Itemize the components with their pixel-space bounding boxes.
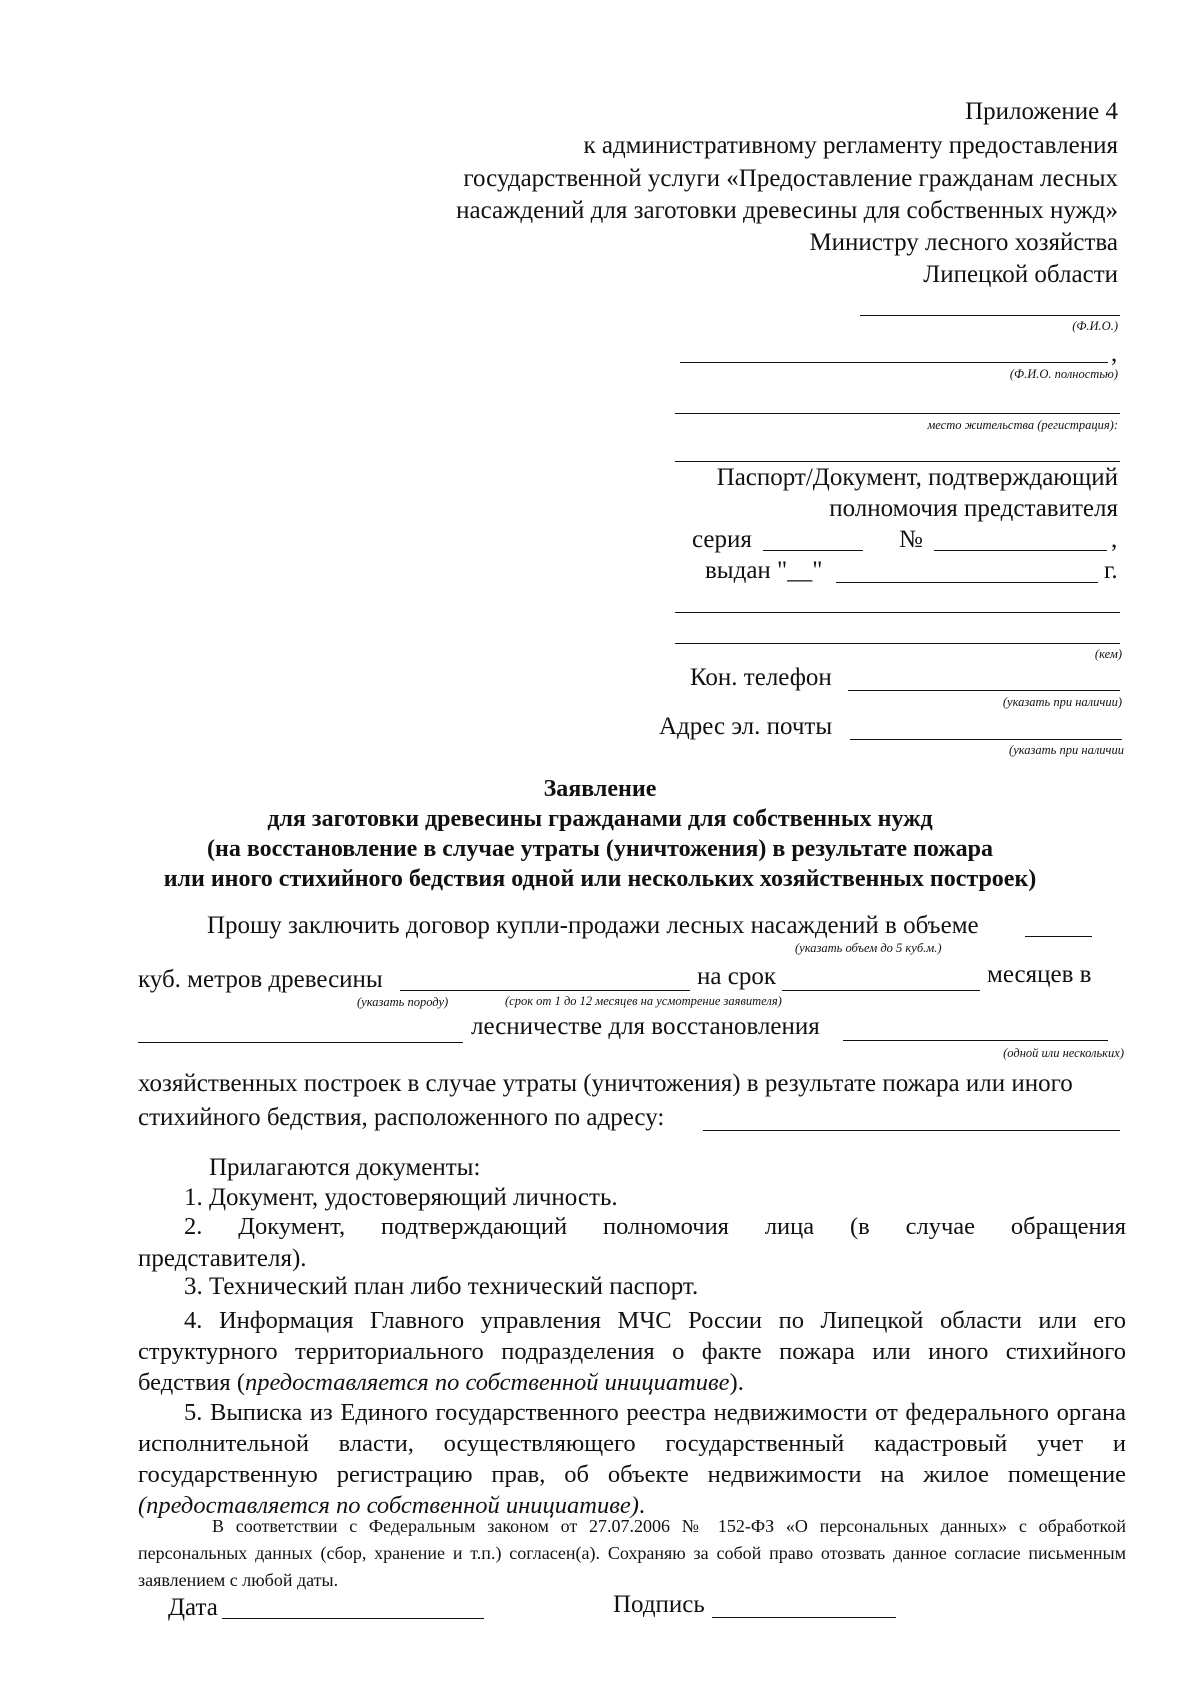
series-label: серия bbox=[692, 526, 752, 553]
email-field[interactable] bbox=[850, 739, 1122, 740]
fio-comma: , bbox=[1111, 340, 1118, 367]
term-caption: (срок от 1 до 12 месяцев на усмотрение заявителя) bbox=[505, 994, 782, 1008]
signature-field[interactable] bbox=[712, 1617, 896, 1618]
months-label: месяцев в bbox=[987, 961, 1092, 988]
service-line: государственной услуги «Предоставление гражданам лесных bbox=[463, 165, 1118, 192]
cubic-label: куб. метров древесины bbox=[138, 966, 383, 993]
passport-label-2: полномочия представителя bbox=[829, 495, 1118, 522]
phone-label: Кон. телефон bbox=[690, 664, 832, 691]
document-item-3: 3. Технический план либо технический паспорт. bbox=[184, 1273, 699, 1300]
doc-subtitle-3: или иного стихийного бедствия одной или нескольких хозяйственных построек) bbox=[163, 866, 1037, 892]
signature-label: Подпись bbox=[613, 1591, 705, 1618]
document-item-2-line1: 2. Документ, подтверждающий полномочия лица (в случае обращения bbox=[184, 1213, 1126, 1240]
number-field[interactable] bbox=[934, 550, 1107, 551]
fio-full-caption: (Ф.И.О. полностью) bbox=[1009, 367, 1118, 381]
species-caption: (указать породу) bbox=[357, 995, 449, 1009]
term-field[interactable] bbox=[782, 990, 980, 991]
residence-line-2[interactable] bbox=[675, 461, 1120, 462]
address-field[interactable] bbox=[703, 1130, 1120, 1131]
addressee-region: Липецкой области bbox=[923, 261, 1118, 288]
document-item-5-text: 5. Выписка из Единого государственного реестра недвижимости от федерального органа исполнительной власти, осуществляющего государственный кадастровый учет и государственную регистрацию прав, об объекте недвижимости на жилое помещение bbox=[138, 1399, 1126, 1488]
volume-caption: (указать объем до 5 куб.м.) bbox=[795, 941, 942, 955]
phone-field[interactable] bbox=[848, 690, 1120, 691]
document-item-5 bbox=[138, 1397, 1126, 1521]
phone-caption: (указать при наличии) bbox=[1002, 695, 1122, 709]
email-label: Адрес эл. почты bbox=[659, 713, 833, 740]
document-item-2-line2: представителя). bbox=[138, 1245, 307, 1272]
issued-by-line[interactable] bbox=[675, 612, 1120, 613]
volume-field[interactable] bbox=[1025, 936, 1092, 937]
document-item-1: 1. Документ, удостоверяющий личность. bbox=[184, 1184, 618, 1211]
document-item-4-end: ). bbox=[729, 1369, 744, 1396]
fio-caption: (Ф.И.О.) bbox=[1072, 319, 1118, 333]
date-field[interactable] bbox=[222, 1618, 484, 1619]
residence-caption: место жительства (регистрация): bbox=[927, 418, 1118, 432]
issued-date-field[interactable] bbox=[836, 582, 1098, 583]
documents-intro: Прилагаются документы: bbox=[209, 1154, 481, 1181]
issued-label: выдан "__" bbox=[705, 557, 823, 584]
request-text: Прошу заключить договор купли-продажи лесных насаждений в объеме bbox=[207, 912, 979, 939]
document-item-4 bbox=[138, 1305, 1126, 1398]
passport-label: Паспорт/Документ, подтверждающий bbox=[716, 464, 1118, 491]
fio-short-line[interactable] bbox=[860, 315, 1120, 316]
count-field[interactable] bbox=[843, 1040, 1108, 1041]
regulation-line: к административному регламенту предоставления bbox=[583, 132, 1118, 159]
fio-full-line[interactable] bbox=[680, 362, 1108, 363]
year-suffix: г. bbox=[1104, 557, 1118, 584]
date-label: Дата bbox=[168, 1594, 218, 1621]
forestry-field[interactable] bbox=[138, 1042, 463, 1043]
issued-by-caption: (кем) bbox=[1094, 647, 1122, 661]
species-field[interactable] bbox=[400, 990, 690, 991]
series-field[interactable] bbox=[763, 550, 863, 551]
doc-subtitle-2: (на восстановление в случае утраты (уничтожения) в результате пожара bbox=[207, 836, 993, 862]
appendix-number: Приложение 4 bbox=[965, 98, 1118, 125]
doc-subtitle-1: для заготовки древесины гражданами для собственных нужд bbox=[267, 806, 933, 832]
one-or-many-caption: (одной или нескольких) bbox=[1003, 1046, 1124, 1060]
addressee-line: Министру лесного хозяйства bbox=[809, 229, 1118, 256]
document-item-4-italic: предоставляется по собственной инициативе bbox=[244, 1369, 730, 1396]
doc-title: Заявление bbox=[543, 776, 657, 802]
forestry-label: лесничестве для восстановления bbox=[471, 1013, 820, 1040]
residence-line[interactable] bbox=[675, 413, 1120, 414]
number-label: № bbox=[899, 526, 923, 553]
document-item-5-end: . bbox=[638, 1492, 645, 1519]
document-item-4-text: 4. Информация Главного управления МЧС России по Липецкой области или его структурного территориального подразделения о факте пожара или иного стихийного бедствия ( bbox=[138, 1307, 1126, 1396]
service-line-2: насаждений для заготовки древесины для собственных нужд» bbox=[456, 197, 1118, 224]
issued-by-line-2[interactable] bbox=[675, 643, 1120, 644]
consent-text: В соответствии с Федеральным законом от 27.07.2006 № 152-ФЗ «О персональных данных» с обработкой персональных данных (сбор, хранение и т.п.) согласен(а). Сохраняю за собой право отозвать данное согласие письменным заявлением с любой даты. bbox=[138, 1516, 1126, 1590]
buildings-text-1: хозяйственных построек в случае утраты (уничтожения) в результате пожара или иного bbox=[138, 1070, 1073, 1097]
number-comma: , bbox=[1111, 526, 1118, 553]
term-label: на срок bbox=[697, 963, 776, 990]
email-caption: (указать при наличии bbox=[1009, 743, 1124, 757]
buildings-text-2: стихийного бедствия, расположенного по адресу: bbox=[138, 1104, 665, 1131]
document-item-5-italic: (предоставляется по собственной инициативе) bbox=[138, 1492, 639, 1519]
